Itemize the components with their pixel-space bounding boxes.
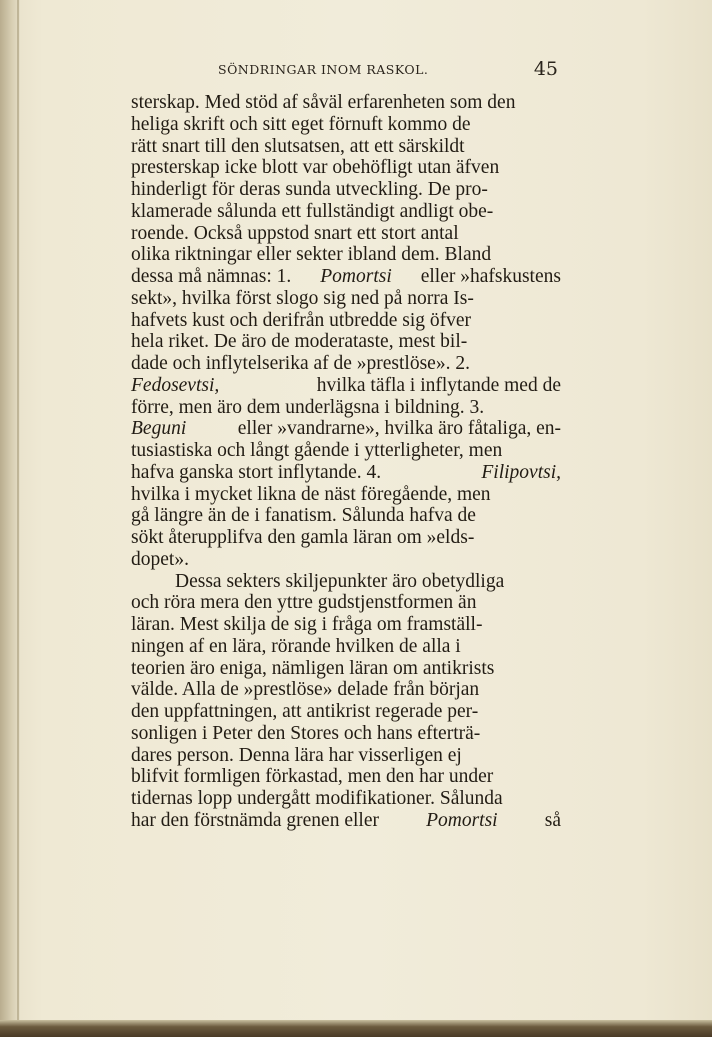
text-line: dopet». xyxy=(131,548,189,570)
text-line: hela riket. De äro de moderataste, mest bil- xyxy=(131,331,468,353)
gutter-line xyxy=(17,0,19,1037)
text-line: Dessa sekters skiljepunkter äro obetydliga xyxy=(175,570,505,592)
text-line: presterskap icke blott var obehöfligt utan äfven xyxy=(131,157,500,179)
text-line: olika riktningar eller sekter ibland dem. Bland xyxy=(131,244,492,266)
text-line: hvilka i mycket likna de näst föregående, men xyxy=(131,483,491,505)
text-line: teorien äro eniga, nämligen läran om antikrists xyxy=(131,657,495,679)
sect-name-pomortsi: Pomortsi xyxy=(320,266,392,287)
sect-name-pomortsi: Pomortsi xyxy=(426,809,498,831)
text-line: hafvets kust och derifrån utbredde sig öfver xyxy=(131,309,472,331)
text-line: förre, men äro dem underlägsna i bildning. 3. xyxy=(131,396,485,418)
text-line: och röra mera den yttre gudstjenstformen än xyxy=(131,592,477,614)
text-line: dares person. Denna lära har visserligen ej xyxy=(131,744,462,766)
text-line: den uppfattningen, att antikrist regerade per- xyxy=(131,701,479,722)
text-line: sekt», hvilka först slogo sig ned på norra Is- xyxy=(131,287,474,309)
sect-name-filipovtsi: Filipovtsi, xyxy=(481,461,561,483)
text-line: hinderligt för deras sunda utveckling. De pro- xyxy=(131,179,488,200)
sect-name-fedosevtsi: Fedosevtsi, xyxy=(131,374,220,396)
text-line: välde. Alla de »prestlöse» delade från början xyxy=(131,679,480,701)
text-line: blifvit formligen förkastad, men den har under xyxy=(131,766,494,788)
text-line: sökt återupplifva den gamla läran om »elds- xyxy=(131,527,475,548)
text-line: gå längre än de i fanatism. Sålunda hafva de xyxy=(131,505,476,527)
text-line: tidernas lopp undergått modifikationer. Sålunda xyxy=(131,788,503,809)
page-bottom-edge xyxy=(0,1020,712,1037)
text-line: hafva ganska stort inflytande. 4. Filipovtsi, xyxy=(131,461,561,483)
text-line: tusiastiska och långt gående i ytterligheter, men xyxy=(131,440,503,461)
text-line: Fedosevtsi, hvilka täfla i inflytande med de xyxy=(131,374,561,396)
page-number: 45 xyxy=(533,58,558,80)
running-head xyxy=(218,58,558,84)
text-line: dessa må nämnas: 1. Pomortsi eller »hafskustens xyxy=(131,266,561,287)
text-line: heliga skrift och sitt eget förnuft kommo de xyxy=(131,113,471,135)
running-head-title: SÖNDRINGAR INOM RASKOL. xyxy=(218,62,429,77)
text-line: roende. Också uppstod snart ett stort antal xyxy=(131,222,459,244)
text-line: sterskap. Med stöd af såväl erfarenheten som den xyxy=(131,92,516,113)
text-line: sonligen i Peter den Stores och hans efterträ- xyxy=(131,722,481,744)
text-line: klamerade sålunda ett fullständigt andligt obe- xyxy=(131,200,494,222)
sect-name-beguni: Beguni xyxy=(131,418,187,440)
text-line: läran. Mest skilja de sig i fråga om framställ- xyxy=(131,614,483,635)
text-line: Beguni eller »vandrarne», hvilka äro fåtaliga, en- xyxy=(131,418,561,440)
body-text xyxy=(131,92,561,832)
text-line: rätt snart till den slutsatsen, att ett särskildt xyxy=(131,135,465,157)
text-line: har den förstnämda grenen eller Pomortsi så xyxy=(131,809,561,831)
text-line: dade och inflytelserika af de »prestlöse». 2. xyxy=(131,353,470,374)
text-line: ningen af en lära, rörande hvilken de alla i xyxy=(131,635,461,657)
